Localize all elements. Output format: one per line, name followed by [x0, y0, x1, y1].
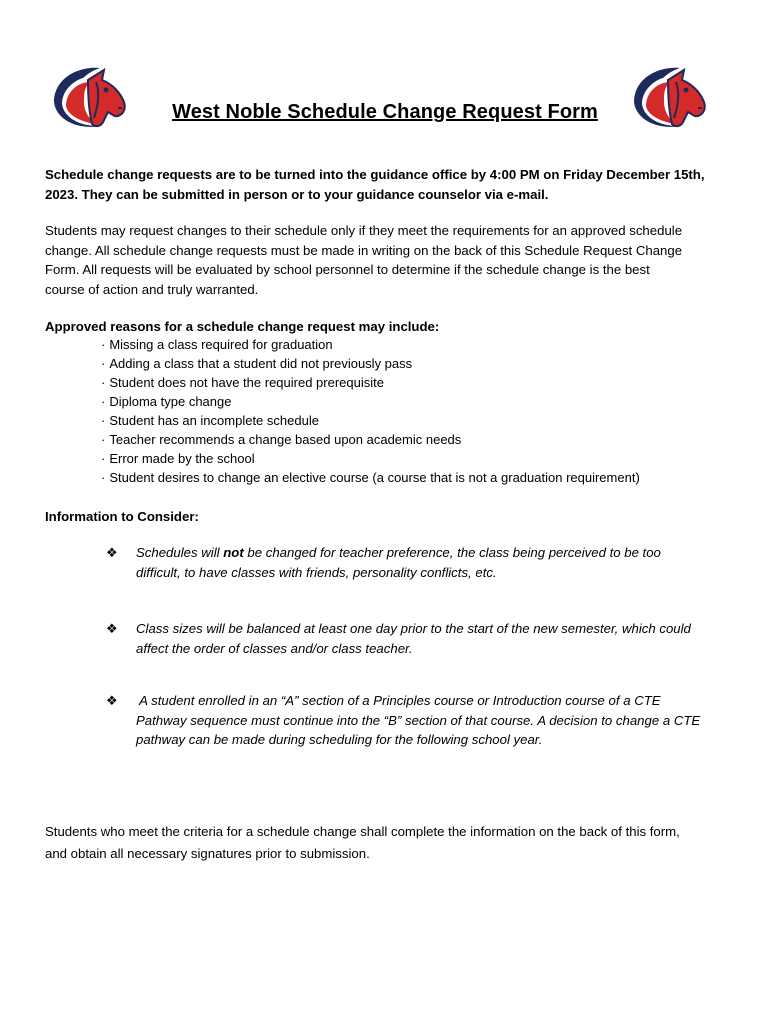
intro-line: change. All schedule change requests must be made in writing on the back of this Schedule Request Change — [45, 242, 683, 258]
mustang-logo-left-icon — [48, 62, 134, 136]
list-item: · Teacher recommends a change based upon academic needs — [101, 430, 721, 449]
list-item: · Adding a class that a student did not previously pass — [101, 354, 721, 373]
info-heading: Information to Consider: — [45, 509, 199, 524]
list-item: · Missing a class required for graduation — [101, 335, 721, 354]
list-item: · Student desires to change an elective course (a course that is not a graduation requirement) — [101, 468, 721, 487]
mustang-logo-right-icon — [628, 62, 714, 136]
reasons-heading: Approved reasons for a schedule change request may include: — [45, 319, 440, 334]
diamond-bullet-icon: ❖ — [106, 693, 118, 708]
info-bullet — [106, 691, 726, 750]
info-line: A student enrolled in an “A” section of a Principles course or Introduction course of a CTE — [136, 693, 661, 708]
mustang-logo-icon — [48, 62, 134, 136]
intro-line: course of action and truly warranted. — [45, 281, 259, 297]
notice-line: 2023. They can be submitted in person or to your guidance counselor via e-mail. — [45, 186, 549, 202]
info-bullet-text — [136, 691, 726, 750]
list-item: · Student does not have the required prerequisite — [101, 373, 721, 392]
closing-paragraph — [45, 821, 735, 865]
info-line: difficult, to have classes with friends, personality conflicts, etc. — [136, 564, 497, 580]
deadline-notice — [45, 165, 735, 204]
diamond-bullet-icon: ❖ — [106, 545, 118, 560]
diamond-bullet-icon: ❖ — [106, 621, 118, 636]
reasons-list — [101, 335, 721, 487]
info-bullet — [106, 543, 726, 582]
closing-line: and obtain all necessary signatures prior to submission. — [45, 846, 370, 861]
notice-line: Schedule change requests are to be turned into the guidance office by 4:00 PM on Friday December 15th, — [45, 167, 705, 182]
info-line — [136, 543, 726, 563]
info-line: Pathway sequence must continue into the “B” section of that course. A decision to change a CTE — [136, 712, 701, 728]
info-bullet — [106, 619, 726, 658]
list-item: · Diploma type change — [101, 392, 721, 411]
info-emphasis: not — [223, 545, 244, 560]
page-title: West Noble Schedule Change Request Form — [172, 101, 598, 123]
list-item: · Student has an incomplete schedule — [101, 411, 721, 430]
info-bullet-text — [136, 619, 726, 658]
list-item: · Error made by the school — [101, 449, 721, 468]
info-line: Class sizes will be balanced at least one day prior to the start of the new semester, which could — [136, 621, 691, 636]
closing-line: Students who meet the criteria for a schedule change shall complete the information on the back of this form, — [45, 824, 680, 839]
info-text: be changed for teacher preference, the class being perceived to be too — [243, 545, 661, 560]
info-text: Schedules will — [136, 545, 224, 560]
info-line: pathway can be made during scheduling for the following school year. — [136, 732, 543, 747]
mustang-logo-icon — [628, 62, 714, 136]
info-bullet-text — [136, 543, 726, 582]
intro-line: Form. All requests will be evaluated by school personnel to determine if the schedule change is the best — [45, 262, 650, 277]
intro-paragraph — [45, 221, 735, 299]
info-line: affect the order of classes and/or class teacher. — [136, 640, 413, 656]
intro-line: Students may request changes to their schedule only if they meet the requirements for an approved schedule — [45, 223, 683, 238]
